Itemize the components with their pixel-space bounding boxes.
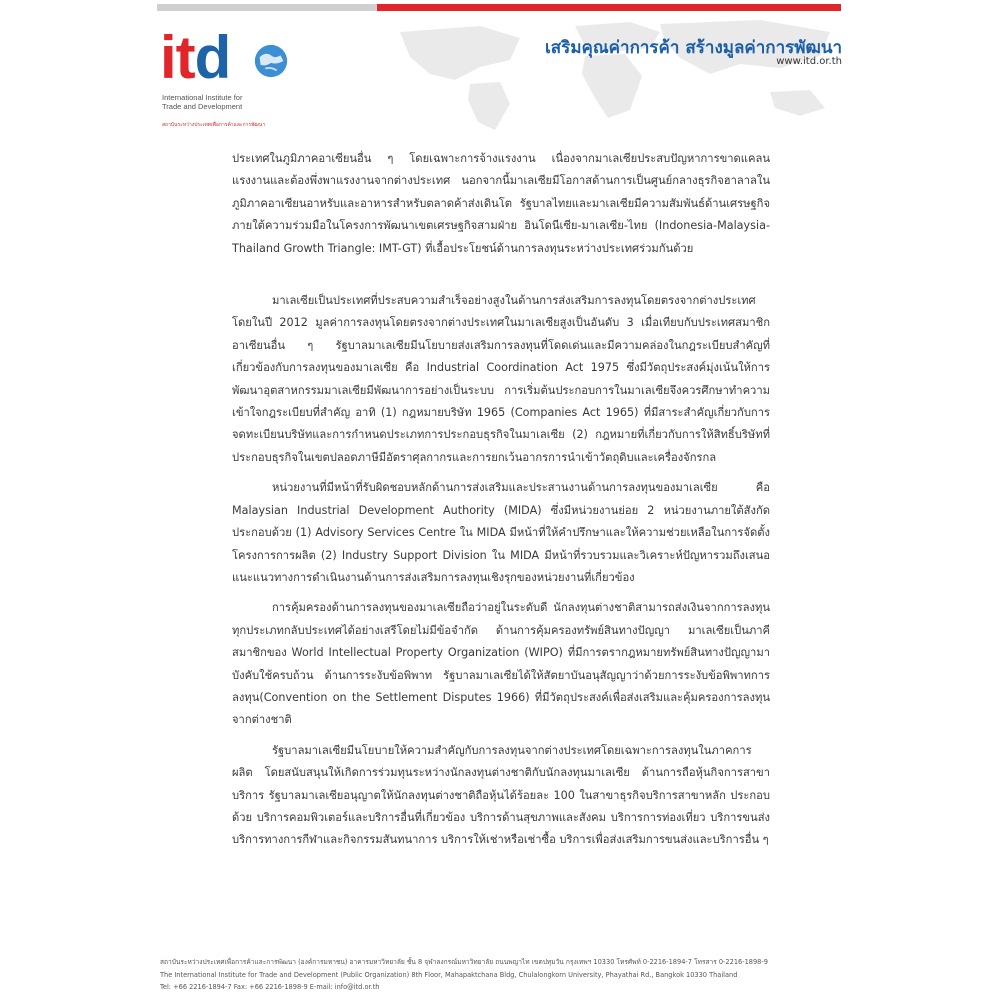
- document-body: [232, 148, 770, 860]
- paragraph-1: ประเทศในภูมิภาคอาเซียนอื่น ๆ โดยเฉพาะการจ้างแรงงาน เนื่องจากมาเลเซียประสบปัญหาการขาดแคลนแรงงานและต้องพึ่งพาแรงงานจากต่างประเทศ นอกจากนี้มาเลเซียมีโอกาสด้านการเป็นศูนย์กลางธุรกิจฮาลาลในภูมิภาคอาเซียนอาหรับและอาหารสำหรับตลาดค้าส่งเดินโต รัฐบาลไทยและมาเลเซียมีความสัมพันธ์ด้านเศรษฐกิจภายใต้ความร่วมมือในโครงการพัฒนาเขตเศรษฐกิจสามฝ่าย อินโดนีเซีย-มาเลเซีย-ไทย (Indonesia-Malaysia-Thailand Growth Triangle: IMT-GT) ที่เอื้อประโยชน์ด้านการลงทุนระหว่างประเทศร่วมกันด้วย: [232, 152, 770, 255]
- header-bar-gray: [157, 4, 377, 11]
- paragraph-3: หน่วยงานที่มีหน้าที่รับผิดชอบหลักด้านการส่งเสริมและประสานงานด้านการลงทุนของมาเลเซีย คือ Malaysian Industrial Development Authority (MIDA) ซึ่งมีหน่วยงานย่อย 2 หน่วยงานภายใต้สังกัด ประกอบด้วย (1) Advisory Services Centre ใน MIDA มีหน้าที่ให้คำปรึกษาและให้ความช่วยเหลือในการจัดตั้งโครงการการผลิต (2) Industry Support Division ใน MIDA มีหน้าที่รวบรวมและวิเคราะห์ปัญหารวมถึงเสนอแนะแนวทางการดำเนินงานด้านการส่งเสริมการลงทุนเชิงรุกของหน่วยงานที่เกี่ยวข้อง: [232, 481, 770, 584]
- paragraph-5: รัฐบาลมาเลเซียมีนโยบายให้ความสำคัญกับการลงทุนจากต่างประเทศโดยเฉพาะการลงทุนในภาคการผลิต โดยสนับสนุนให้เกิดการร่วมทุนระหว่างนักลงทุนต่างชาติกับนักลงทุนมาเลเซีย ด้านการถือหุ้นกิจการสาขาบริการ รัฐบาลมาเลเซียอนุญาตให้นักลงทุนต่างชาติถือหุ้นได้ร้อยละ 100 ในสาขาธุรกิจบริการสาขาหลัก ประกอบด้วย บริการคอมพิวเตอร์และบริการอื่นที่เกี่ยวข้อง บริการด้านสุขภาพและสังคม บริการการท่องเที่ยว บริการขนส่ง บริการทางการกีฬาและกิจกรรมสันทนาการ บริการให้เช่าหรือเช่าซื้อ บริการเพื่อส่งเสริมการขนส่งและบริการอื่น ๆ: [232, 743, 770, 847]
- header-tagline: เสริมคุณค่าการค้า สร้างมูลค่าการพัฒนา: [545, 38, 842, 58]
- footer-address-thai: สถาบันระหว่างประเทศเพื่อการค้าและการพัฒนา (องค์การมหาชน) อาคารมหาวิทยาลัย ชั้น 8 จุฬาลงกรณ์มหาวิทยาลัย ถนนพญาไท เขตปทุมวัน กรุงเทพฯ 10330 โทรศัพท์ 0-2216-1894-7 โทรสาร 0-2216-1898-9: [160, 958, 768, 966]
- header-bar-red: [377, 4, 841, 11]
- logo-subtitle-line1: International Institute for: [162, 93, 243, 102]
- globe-icon: [252, 42, 290, 80]
- footer-contact: Tel: +66 2216-1894-7 Fax: +66 2216-1898-9 E-mail: info@itd.or.th: [160, 983, 380, 991]
- logo-subtitle-line2: Trade and Development: [162, 102, 243, 111]
- logo-letter-t: t: [175, 24, 195, 91]
- footer-address-english: The International Institute for Trade and Development (Public Organization) 8th Floor, Mahapaktchana Bldg, Chulalongkorn University, Phayathai Rd., Bangkok 10330 Thailand: [160, 970, 738, 979]
- header-website: www.itd.or.th: [776, 56, 842, 67]
- itd-logo: [160, 26, 300, 126]
- world-map-watermark: [360, 12, 860, 137]
- logo-thai-name: สถาบันระหว่างประเทศเพื่อการค้าและการพัฒนา: [162, 122, 266, 128]
- paragraph-4: การคุ้มครองด้านการลงทุนของมาเลเซียถือว่าอยู่ในระดับดี นักลงทุนต่างชาติสามารถส่งเงินจากการลงทุนทุกประเภทกลับประเทศได้อย่างเสรีโดยไม่มีข้อจำกัด ด้านการคุ้มครองทรัพย์สินทางปัญญา มาเลเซียเป็นภาคีสมาชิกของ World Intellectual Property Organization (WIPO) ที่มีการตรากฎหมายทรัพย์สินทางปัญญามาบังคับใช้ครบถ้วน ด้านการระงับข้อพิพาท รัฐบาลมาเลเซียได้ให้สัตยาบันอนุสัญญาว่าด้วยการระงับข้อพิพาทการลงทุน(Convention on the Settlement Disputes 1966) ที่มีวัตถุประสงค์เพื่อส่งเสริมและคุ้มครองการลงทุนจากต่างชาติ: [232, 601, 770, 727]
- logo-wordmark: [160, 26, 230, 90]
- logo-letter-i: i: [160, 24, 176, 91]
- paragraph-2: มาเลเซียเป็นประเทศที่ประสบความสำเร็จอย่างสูงในด้านการส่งเสริมการลงทุนโดยตรงจากต่างประเทศ โดยในปี 2012 มูลค่าการลงทุนโดยตรงจากต่างประเทศในมาเลเซียสูงเป็นอันดับ 3 เมื่อเทียบกับประเทศสมาชิกอาเซียนอื่น ๆ รัฐบาลมาเลเซียมีนโยบายส่งเสริมการลงทุนที่โดดเด่นและมีความคล่องในกฎระเบียบสำคัญที่เกี่ยวข้องกับการลงทุนของมาเลเซีย คือ Industrial Coordination Act 1975 ซึ่งมีวัตถุประสงค์มุ่งเน้นให้การพัฒนาอุตสาหกรรมมาเลเซียมีพัฒนาการอย่างเป็นระบบ การเริ่มต้นประกอบการในมาเลเซียจึงควรศึกษาทำความเข้าใจกฎระเบียบที่สำคัญ อาทิ (1) กฎหมายบริษัท 1965 (Companies Act 1965) ที่มีสาระสำคัญเกี่ยวกับการจดทะเบียนบริษัทและการกำหนดประเภทการประกอบธุรกิจในมาเลเซีย (2) กฎหมายที่เกี่ยวกับการให้สิทธิ์บริษัทที่ประกอบธุรกิจในเขตปลอดภาษีมีอัตราศุลกากรและการยกเว้นอากรการนำเข้าวัตถุดิบและเครื่องจักรกล: [232, 294, 770, 464]
- page-footer: [160, 956, 840, 994]
- logo-letter-d: d: [194, 24, 231, 91]
